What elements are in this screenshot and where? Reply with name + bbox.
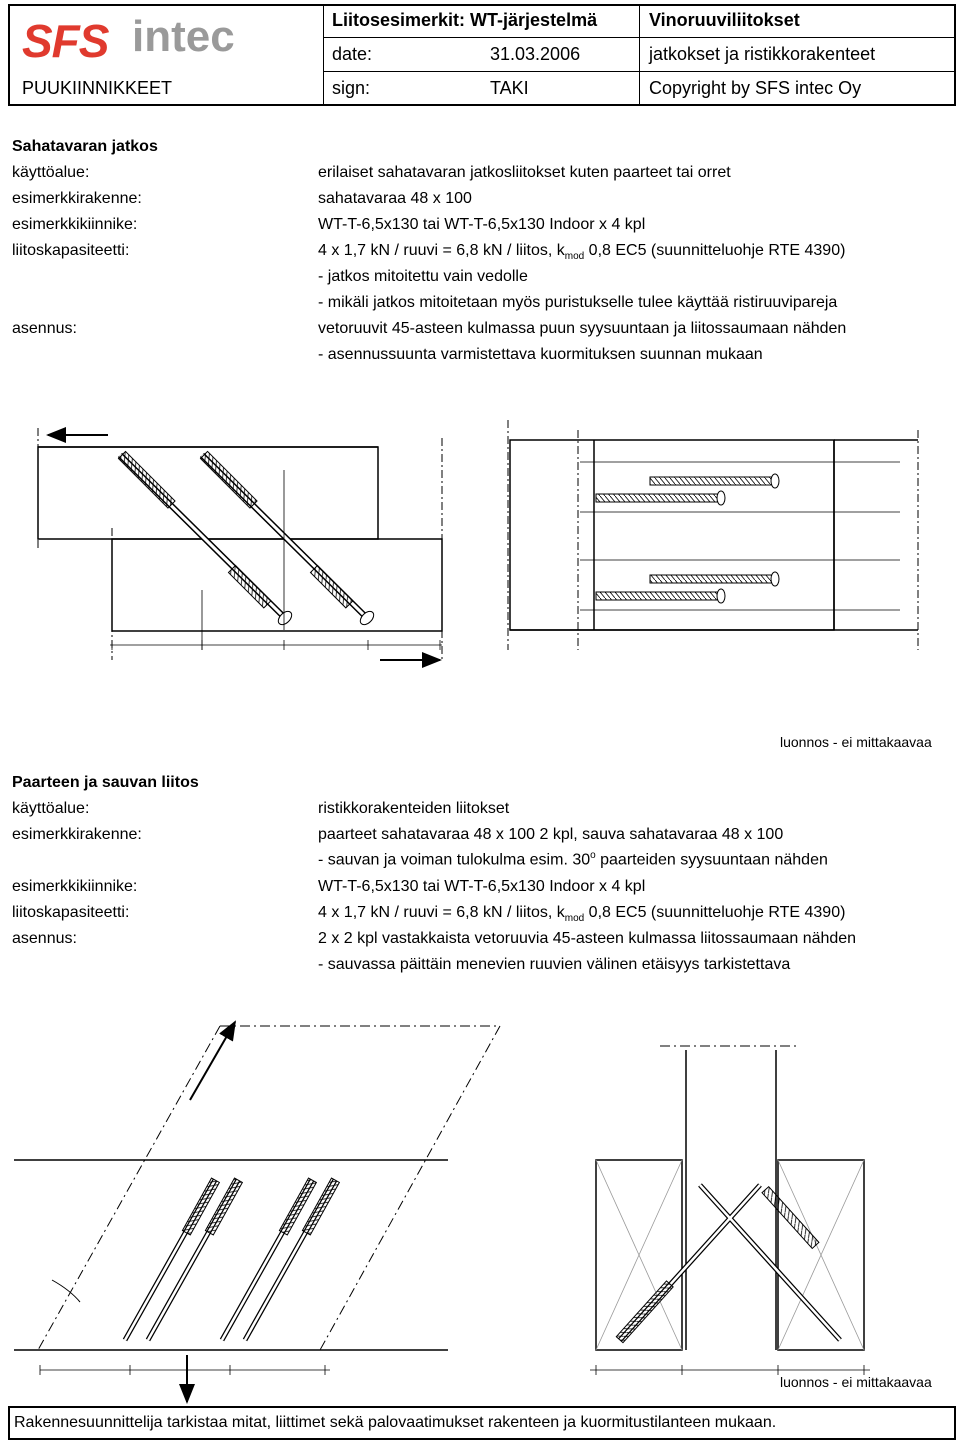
s1-fastener-label: esimerkkikiinnike: (12, 216, 138, 233)
s2-angle-degree: o (590, 850, 596, 861)
s1-capacity-value (318, 242, 845, 262)
header-divider-1 (323, 4, 324, 106)
left-splice-view (38, 447, 442, 631)
s2-capacity-label: liitoskapasiteetti: (12, 904, 130, 921)
topic-subtitle: jatkokset ja ristikkorakenteet (649, 44, 876, 64)
right-chord-view (596, 1046, 864, 1350)
s1-extra-line-2: - mikäli jatkos mitoitetaan myös puristukselle tulee käyttää ristiruuvipareja (318, 294, 838, 311)
header-left-border (8, 4, 10, 106)
copyright: Copyright by SFS intec Oy (649, 78, 862, 98)
header-top-border (8, 4, 956, 6)
section-1-title: Sahatavaran jatkos (12, 138, 158, 155)
s1-install-line-2: - asennussuunta varmistettava kuormituksen suunnan mukaan (318, 346, 763, 363)
category-label: PUUKIINNIKKEET (22, 78, 173, 98)
s2-example-line-2 (318, 850, 828, 869)
s2-use-value: ristikkorakenteiden liitokset (318, 800, 510, 817)
s2-install-label: asennus: (12, 930, 77, 947)
s1-fastener-value: WT-T-6,5x130 tai WT-T-6,5x130 Indoor x 4 kpl (318, 216, 646, 233)
s2-capacity-pre: 4 x 1,7 kN / ruuvi = 6,8 kN / liitos, k (318, 904, 565, 921)
sign-label: sign: (332, 78, 371, 98)
s2-example-value: paarteet sahatavaraa 48 x 100 2 kpl, sauva sahatavaraa 48 x 100 (318, 826, 784, 843)
s1-capacity-sub: mod (564, 251, 585, 263)
footer-note: Rakennesuunnittelija tarkistaa mitat, liittimet sekä palovaatimukset rakenteen ja kuormitustilanteen mukaan. (14, 1414, 777, 1431)
brand-logo-intec: intec (132, 12, 235, 61)
s2-sketch-note: luonnos - ei mittakaavaa (780, 1374, 932, 1390)
header-bottom-border (8, 104, 956, 106)
s2-use-label: käyttöalue: (12, 800, 90, 817)
right-chord-screws (616, 1185, 840, 1343)
sign-value: TAKI (490, 78, 529, 98)
date-value: 31.03.2006 (490, 44, 581, 64)
s2-capacity-value (318, 904, 845, 924)
s2-capacity-sub: mod (564, 913, 585, 925)
chord-strut-drawing (0, 1010, 960, 1410)
left-chord-screws (125, 1178, 339, 1340)
s1-capacity-pre: 4 x 1,7 kN / ruuvi = 6,8 kN / liitos, k (318, 242, 565, 259)
footer (8, 1406, 956, 1440)
header-row-line-2 (323, 71, 956, 72)
s2-fastener-value: WT-T-6,5x130 tai WT-T-6,5x130 Indoor x 4 kpl (318, 878, 646, 895)
s1-use-label: käyttöalue: (12, 164, 90, 181)
header-divider-2 (639, 4, 640, 106)
right-splice-view (510, 440, 918, 630)
s1-sketch-note: luonnos - ei mittakaavaa (780, 734, 932, 750)
splice-joint-drawing (0, 400, 960, 690)
date-label: date: (332, 44, 373, 64)
s1-use-value: erilaiset sahatavaran jatkosliitokset kuten paarteet tai orret (318, 164, 731, 181)
s2-fastener-label: esimerkkikiinnike: (12, 878, 138, 895)
s2-angle-pre: - sauvan ja voiman tulokulma esim. 30 (318, 851, 591, 869)
s2-angle-post: paarteiden syysuuntaan nähden (595, 851, 828, 869)
s1-capacity-post: 0,8 EC5 (suunnitteluohje RTE 4390) (584, 242, 846, 259)
s2-install-line-2: - sauvassa päittäin menevien ruuvien välinen etäisyys tarkistettava (318, 956, 791, 973)
right-screws (596, 474, 779, 603)
s2-example-label: esimerkkirakenne: (12, 826, 142, 843)
s1-extra-line-1: - jatkos mitoitettu vain vedolle (318, 268, 528, 285)
section-2-title: Paarteen ja sauvan liitos (12, 774, 199, 791)
header-right-border (954, 4, 956, 106)
s1-example-label: esimerkkirakenne: (12, 190, 142, 207)
brand-logo-sfs: SFS (22, 15, 109, 67)
s2-capacity-post: 0,8 EC5 (suunnitteluohje RTE 4390) (584, 904, 846, 921)
header-row-line-1 (323, 37, 956, 38)
s1-capacity-label: liitoskapasiteetti: (12, 242, 130, 259)
topic-title: Vinoruuviliitokset (649, 10, 800, 30)
left-chord-view (14, 1026, 500, 1350)
s1-example-value: sahatavaraa 48 x 100 (318, 190, 472, 207)
doc-title: Liitosesimerkit: WT-järjestelmä (332, 10, 598, 30)
s2-install-line-1: 2 x 2 kpl vastakkaista vetoruuvia 45-asteen kulmassa liitossaumaan nähden (318, 930, 857, 947)
s1-install-line-1: vetoruuvit 45-asteen kulmassa puun syysuuntaan ja liitossaumaan nähden (318, 320, 847, 337)
s1-install-label: asennus: (12, 320, 77, 337)
